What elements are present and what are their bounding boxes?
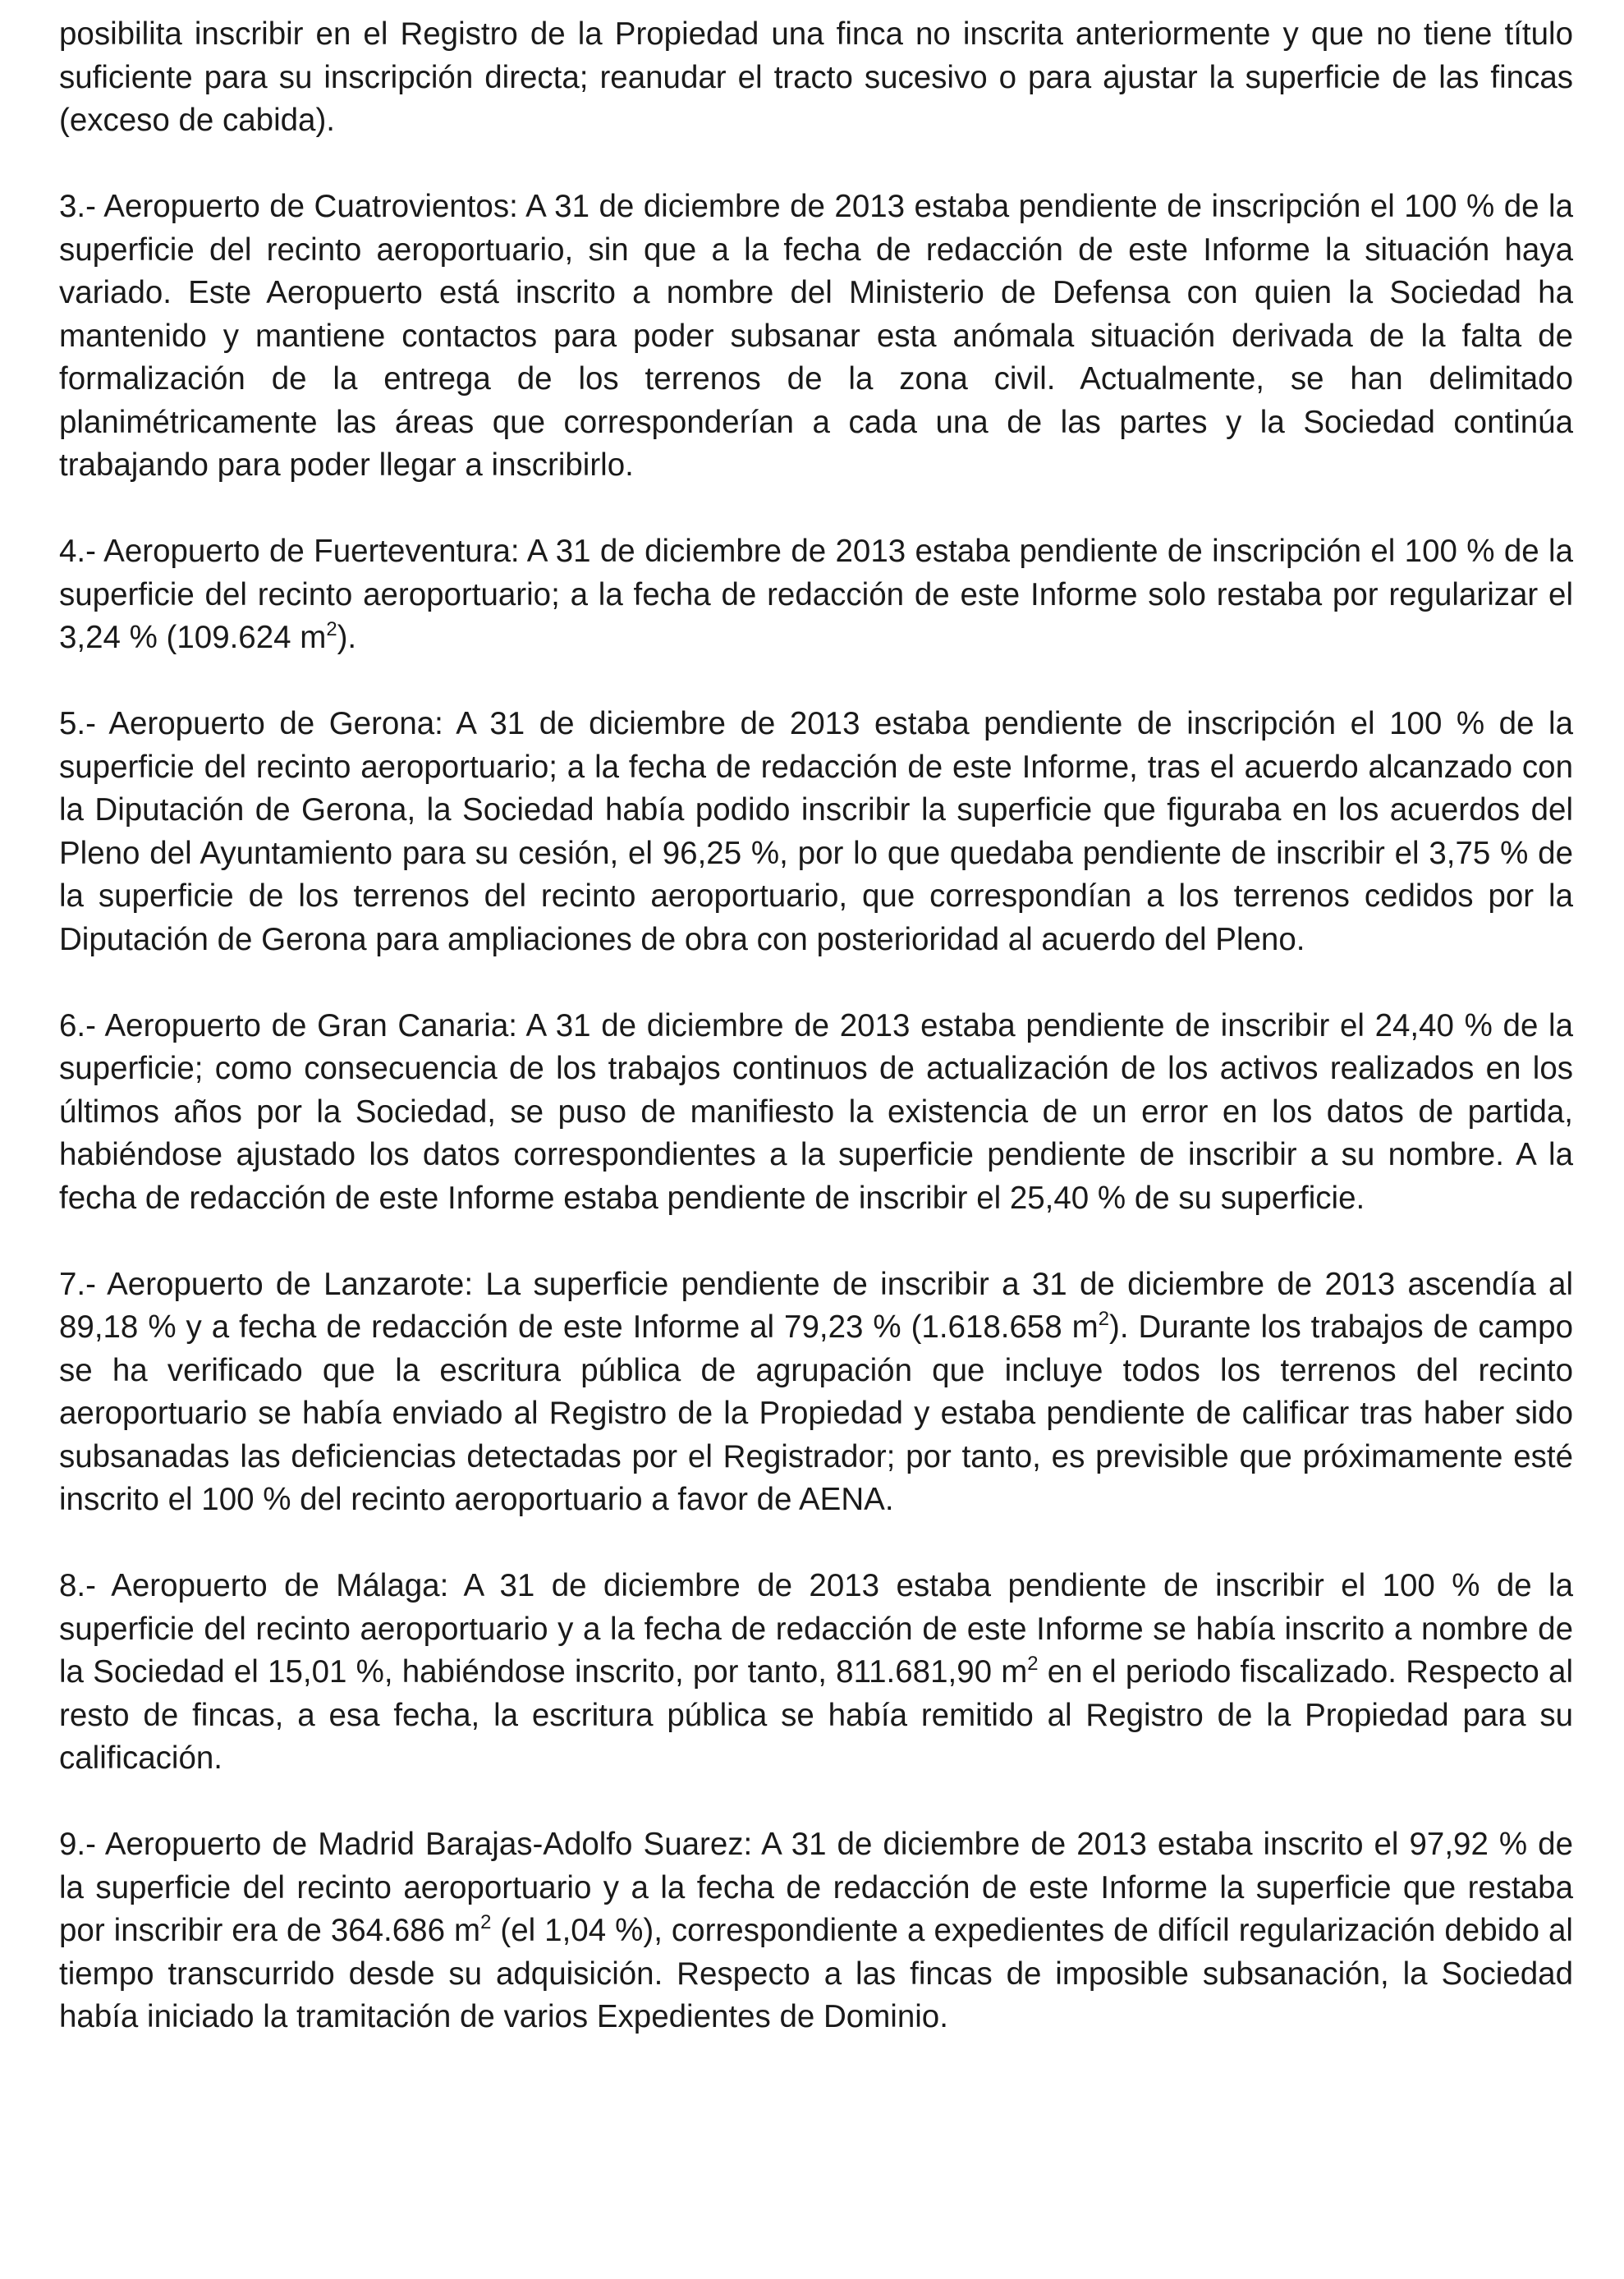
paragraph-text: ). Durante los trabajos de campo se ha verificado que la escritura pública de agrupación que incluye todos los terrenos del recinto aeroportuario se había enviado al Registro de la Propiedad y estaba pendiente de calificar tras haber sido subsanadas las deficiencias detectadas por el Registrador; por tanto, es previsible que próximamente esté inscrito el 100 % del recinto aeroportuario a favor de AENA. xyxy=(59,1309,1573,1517)
superscript-squared: 2 xyxy=(480,1911,492,1934)
paragraph-fuerteventura xyxy=(59,530,1573,660)
paragraph-text: 8.- Aeropuerto de Málaga: A 31 de diciembre de 2013 estaba pendiente de inscribir el 100 % de la superficie del recinto aeroportuario y a la fecha de redacción de este Informe se había inscrito a nombre de la Sociedad el 15,01 %, habiéndose inscrito, por tanto, 811.681,90 m xyxy=(59,1568,1573,1690)
paragraph-malaga xyxy=(59,1565,1573,1781)
superscript-squared: 2 xyxy=(326,618,337,641)
paragraph-text: ). xyxy=(337,620,357,655)
paragraph-text: 3.- Aeropuerto de Cuatrovientos: A 31 de diciembre de 2013 estaba pendiente de inscripción el 100 % de la superficie del recinto aeroportuario, sin que a la fecha de redacción de este Informe la situación haya variado. Este Aeropuerto está inscrito a nombre del Ministerio de Defensa con quien la Sociedad ha mantenido y mantiene contactos para poder subsanar esta anómala situación derivada de la falta de formalización de la entrega de los terrenos de la zona civil. Actualmente, se han delimitado planimétricamente las áreas que corresponderían a cada una de las partes y la Sociedad continúa trabajando para poder llegar a inscribirlo. xyxy=(59,189,1573,483)
paragraph-text: 5.- Aeropuerto de Gerona: A 31 de diciembre de 2013 estaba pendiente de inscripción el 100 % de la superficie del recinto aeroportuario; a la fecha de redacción de este Informe, tras el acuerdo alcanzado con la Diputación de Gerona, la Sociedad había podido inscribir la superficie que figuraba en los acuerdos del Pleno del Ayuntamiento para su cesión, el 96,25 %, por lo que quedaba pendiente de inscribir el 3,75 % de la superficie de los terrenos del recinto aeroportuario, que correspondían a los terrenos cedidos por la Diputación de Gerona para ampliaciones de obra con posterioridad al acuerdo del Pleno. xyxy=(59,706,1573,957)
paragraph-madrid-barajas xyxy=(59,1823,1573,2039)
paragraph-lanzarote xyxy=(59,1263,1573,1522)
paragraph-text: en el periodo fiscalizado. Respecto al resto de fincas, a esa fecha, la escritura pública se había remitido al Registro de la Propiedad para su calificación. xyxy=(59,1654,1573,1776)
paragraph-text: 7.- Aeropuerto de Lanzarote: La superficie pendiente de inscribir a 31 de diciembre de 2013 ascendía al 89,18 % y a fecha de redacción de este Informe al 79,23 % (1.618.658 m xyxy=(59,1266,1573,1345)
paragraph-text: 6.- Aeropuerto de Gran Canaria: A 31 de diciembre de 2013 estaba pendiente de inscribir el 24,40 % de la superficie; como consecuencia de los trabajos continuos de actualización de los activos realizados en los últimos años por la Sociedad, se puso de manifiesto la existencia de un error en los datos de partida, habiéndose ajustado los datos correspondientes a la superficie pendiente de inscribir a su nombre. A la fecha de redacción de este Informe estaba pendiente de inscribir el 25,40 % de su superficie. xyxy=(59,1007,1573,1216)
superscript-squared: 2 xyxy=(1027,1653,1039,1676)
paragraph-gran-canaria xyxy=(59,1005,1573,1221)
paragraph-gerona xyxy=(59,703,1573,961)
document-page xyxy=(59,13,1573,2039)
superscript-squared: 2 xyxy=(1098,1308,1110,1331)
paragraph-cuatrovientos xyxy=(59,186,1573,488)
paragraph-text: posibilita inscribir en el Registro de la Propiedad una finca no inscrita anteriormente y que no tiene título suficiente para su inscripción directa; reanudar el tracto sucesivo o para ajustar la superficie de las fincas (exceso de cabida). xyxy=(59,16,1573,138)
paragraph-text: 4.- Aeropuerto de Fuerteventura: A 31 de diciembre de 2013 estaba pendiente de inscripción el 100 % de la superficie del recinto aeroportuario; a la fecha de redacción de este Informe solo restaba por regularizar el 3,24 % (109.624 m xyxy=(59,534,1573,655)
paragraph-intro-continuation xyxy=(59,13,1573,143)
paragraph-text: 9.- Aeropuerto de Madrid Barajas-Adolfo Suarez: A 31 de diciembre de 2013 estaba inscrito el 97,92 % de la superficie del recinto aeroportuario y a la fecha de redacción de este Informe la superficie que restaba por inscribir era de 364.686 m xyxy=(59,1827,1573,1948)
paragraph-text: (el 1,04 %), correspondiente a expedientes de difícil regularización debido al tiempo transcurrido desde su adquisición. Respecto a las fincas de imposible subsanación, la Sociedad había iniciado la tramitación de varios Expedientes de Dominio. xyxy=(59,1913,1573,2034)
